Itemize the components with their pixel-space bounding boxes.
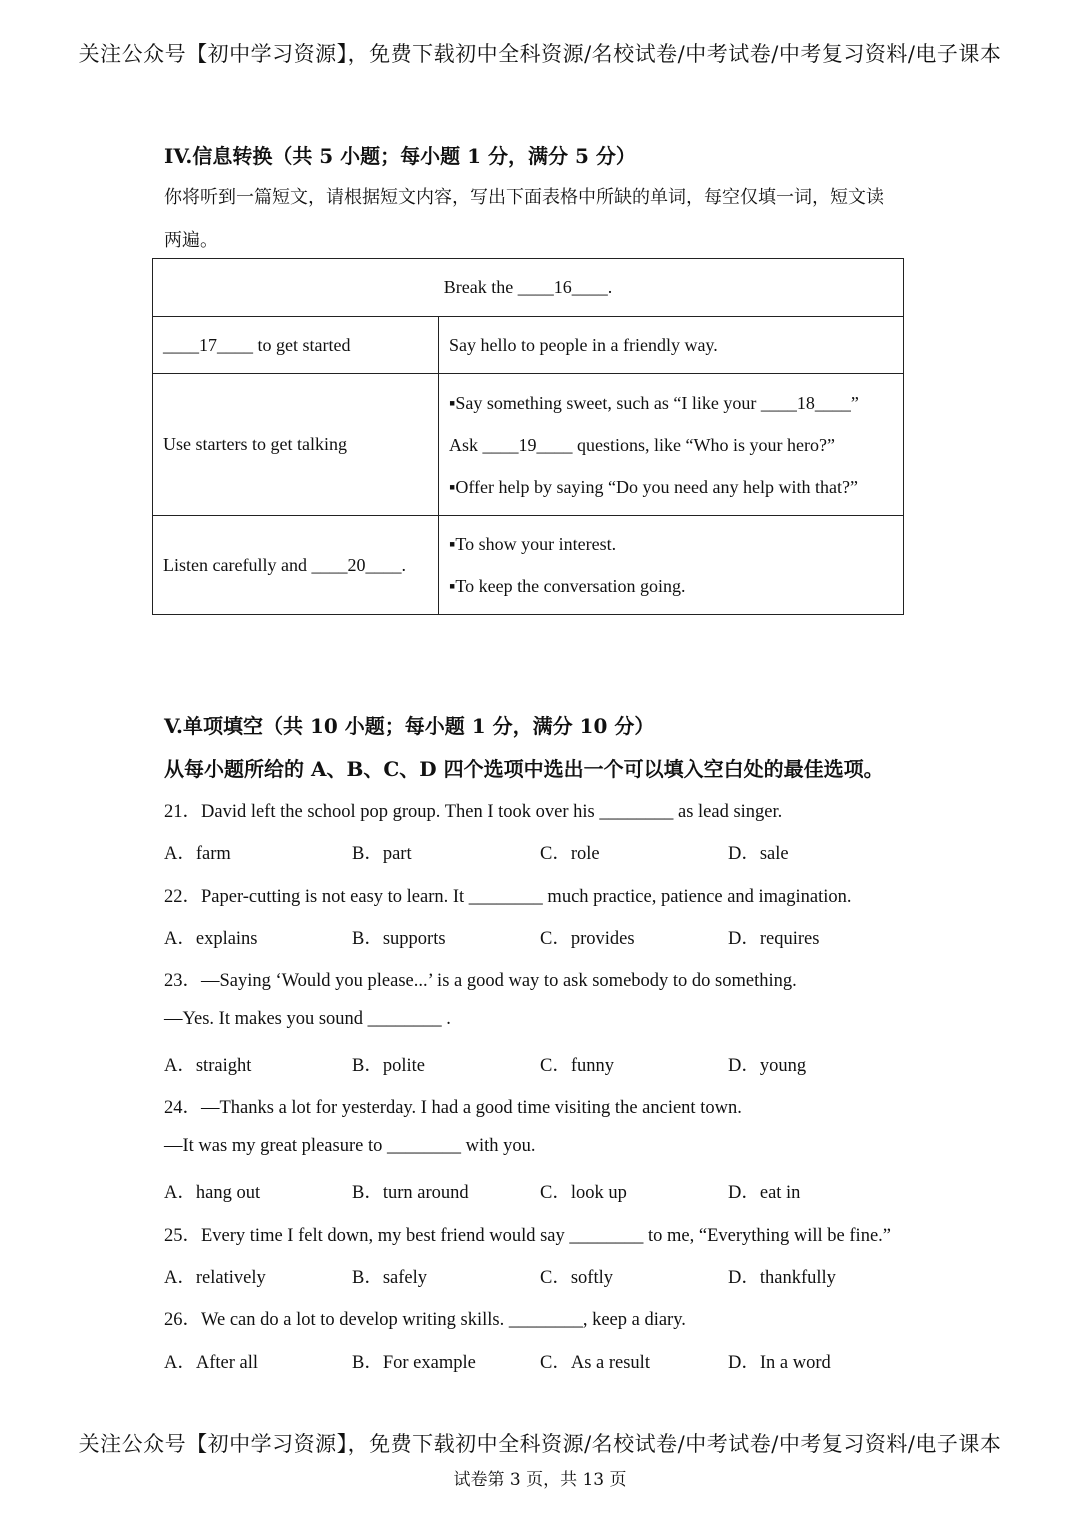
row2-right-line-1: ▪Say something sweet, such as “I like your ____18____”: [449, 392, 859, 413]
q23-option-b: B．polite: [352, 1056, 425, 1076]
q21-option-b: B．part: [352, 844, 412, 864]
info-table: [152, 258, 904, 615]
row3-right-line-2: ▪To keep the conversation going.: [449, 576, 686, 596]
row1-left-cell: ____17____ to get started: [153, 317, 439, 374]
q26-option-b: B．For example: [352, 1353, 476, 1373]
q23-option-a: A．straight: [164, 1056, 252, 1076]
q25-option-d: D．thankfully: [728, 1268, 836, 1288]
q25-option-b: B．safely: [352, 1268, 428, 1288]
row2-left-cell: Use starters to get talking: [153, 374, 439, 516]
top-banner: 关注公众号【初中学习资源】，免费下载初中全科资源/名校试卷/中考试卷/中考复习资料/电子课本: [78, 42, 1002, 66]
q21-option-a: A．farm: [164, 844, 231, 864]
q24-option-c: C．look up: [540, 1183, 627, 1203]
question-25: 25．Every time I felt down, my best friend would say ________ to me, “Everything will be fine.”: [164, 1226, 891, 1246]
question-26: 26．We can do a lot to develop writing skills. ________, keep a diary.: [164, 1310, 686, 1330]
table-header: Break the ____16____.: [153, 259, 904, 317]
row2-right-line-3: ▪Offer help by saying “Do you need any help with that?”: [449, 476, 858, 497]
q21-option-d: D．sale: [728, 844, 789, 864]
section-4-instruction-line-2: 两遍。: [164, 230, 218, 251]
row3-left-cell: Listen carefully and ____20____.: [153, 516, 439, 615]
question-22: 22．Paper-cutting is not easy to learn. It ________ much practice, patience and imagination.: [164, 887, 852, 907]
q22-option-a: A．explains: [164, 929, 258, 949]
q26-option-c: C．As a result: [540, 1353, 650, 1373]
row3-right-cell: [439, 516, 904, 615]
bottom-banner: 关注公众号【初中学习资源】，免费下载初中全科资源/名校试卷/中考试卷/中考复习资料/电子课本: [78, 1432, 1002, 1456]
section-4-instruction-line-1: 你将听到一篇短文，请根据短文内容，写出下面表格中所缺的单词，每空仅填一词，短文读: [164, 187, 884, 208]
q23-option-d: D．young: [728, 1056, 807, 1076]
q21-option-c: C．role: [540, 844, 600, 864]
question-23-reply: —Yes. It makes you sound ________ .: [164, 1009, 451, 1029]
question-21: 21．David left the school pop group. Then I took over his ________ as lead singer.: [164, 802, 783, 822]
q25-option-a: A．relatively: [164, 1268, 266, 1288]
q26-option-a: A．After all: [164, 1353, 259, 1373]
question-23: 23．—Saying ‘Would you please...’ is a good way to ask somebody to do something.: [164, 971, 797, 991]
question-24-reply: —It was my great pleasure to ________ with you.: [164, 1136, 536, 1156]
page-number: 试卷第 3 页，共 13 页: [453, 1470, 627, 1490]
q22-option-c: C．provides: [540, 929, 635, 949]
q24-option-d: D．eat in: [728, 1183, 801, 1203]
q26-option-d: D．In a word: [728, 1353, 831, 1373]
row3-right-line-1: ▪To show your interest.: [449, 534, 617, 554]
row2-right-line-2: Ask ____19____ questions, like “Who is your hero?”: [449, 434, 835, 455]
section-5-instruction: 从每小题所给的 A、B、C、D 四个选项中选出一个可以填入空白处的最佳选项。: [164, 757, 884, 781]
question-24: 24．—Thanks a lot for yesterday. I had a good time visiting the ancient town.: [164, 1098, 742, 1118]
q22-option-b: B．supports: [352, 929, 446, 949]
section-4-title: IV.信息转换（共 5 小题；每小题 1 分，满分 5 分）: [164, 144, 636, 168]
section-5-title: V.单项填空（共 10 小题；每小题 1 分，满分 10 分）: [164, 714, 655, 738]
q22-option-d: D．requires: [728, 929, 820, 949]
q24-option-b: B．turn around: [352, 1183, 469, 1203]
q24-option-a: A．hang out: [164, 1183, 261, 1203]
q23-option-c: C．funny: [540, 1056, 615, 1076]
q25-option-c: C．softly: [540, 1268, 613, 1288]
row1-right-cell: Say hello to people in a friendly way.: [439, 317, 904, 374]
row2-right-cell: [439, 374, 904, 516]
